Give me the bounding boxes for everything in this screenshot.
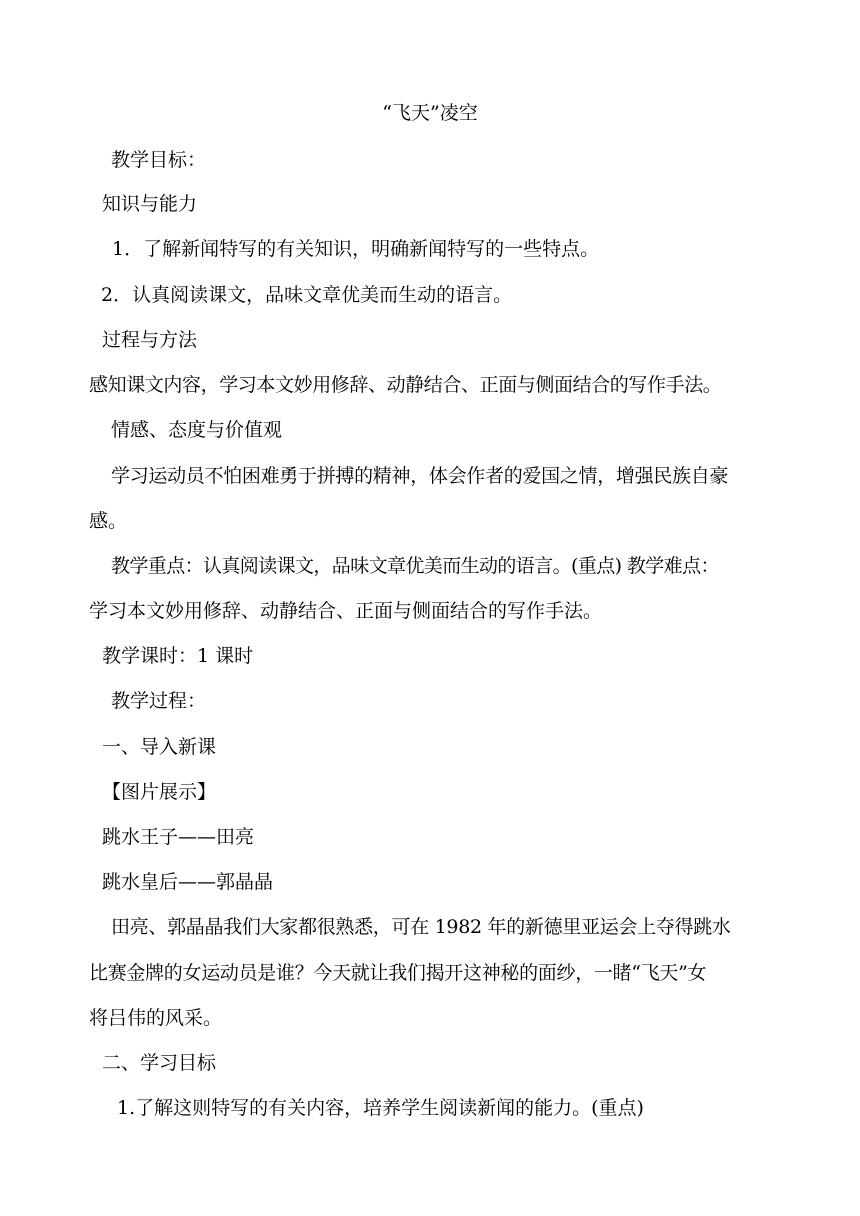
paragraph-line: 教学目标： — [111, 149, 207, 171]
document-title: “飞天”凌空 — [382, 102, 478, 124]
paragraph-line: 二、学习目标 — [102, 1052, 217, 1074]
paragraph-line: 学习运动员不怕困难勇于拼搏的精神，体会作者的爱国之情，增强民族自豪 — [111, 465, 729, 487]
paragraph-line: 1．了解新闻特写的有关知识，明确新闻特写的一些特点。 — [112, 238, 600, 260]
paragraph-line: 教学课时：1 课时 — [102, 645, 254, 667]
paragraph-line: 学习本文妙用修辞、动静结合、正面与侧面结合的写作手法。 — [89, 600, 603, 622]
paragraph-line: 将吕伟的风采。 — [89, 1007, 223, 1029]
paragraph-line: 跳水皇后——郭晶晶 — [102, 871, 274, 893]
paragraph-line: 田亮、郭晶晶我们大家都很熟悉，可在 1982 年的新德里亚运会上夺得跳水 — [111, 916, 731, 938]
paragraph-line: 一、导入新课 — [102, 736, 217, 758]
paragraph-line: 情感、态度与价值观 — [111, 419, 283, 441]
paragraph-line: 教学过程： — [111, 690, 207, 712]
paragraph-line: 【图片展示】 — [102, 781, 217, 803]
paragraph-line: 跳水王子——田亮 — [102, 826, 255, 848]
paragraph-line: 2．认真阅读课文，品味文章优美而生动的语言。 — [101, 284, 513, 306]
paragraph-line: 教学重点：认真阅读课文，品味文章优美而生动的语言。(重点) 教学难点： — [111, 555, 719, 577]
paragraph-line: 知识与能力 — [102, 193, 198, 215]
paragraph-line: 感。 — [89, 510, 128, 532]
paragraph-line: 比赛金牌的女运动员是谁？今天就让我们揭开这神秘的面纱，一睹“飞天”女 — [89, 962, 707, 984]
paragraph-line: 过程与方法 — [102, 329, 198, 351]
paragraph-line: 感知课文内容，学习本文妙用修辞、动静结合、正面与侧面结合的写作手法。 — [89, 374, 722, 396]
paragraph-line: 1.了解这则特写的有关内容，培养学生阅读新闻的能力。(重点) — [117, 1097, 644, 1119]
